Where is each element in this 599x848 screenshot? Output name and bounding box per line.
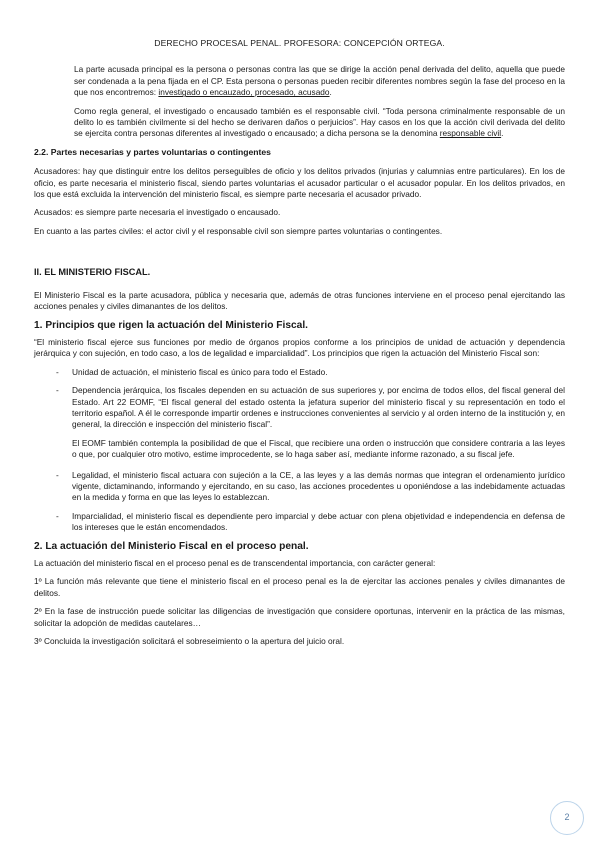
paragraph-funcion-3: 3º Concluida la investigación solicitará el sobreseimiento o la apertura del juicio oral.: [34, 636, 345, 647]
section-heading-principios: 1. Principios que rigen la actuación del Ministerio Fiscal.: [34, 319, 309, 331]
list-item: [34, 511, 565, 534]
list-item: [34, 470, 565, 504]
intro-paragraph-civil: [74, 106, 565, 140]
principles-list: [34, 367, 565, 431]
intro-text-end: .: [329, 87, 332, 98]
running-header: DERECHO PROCESAL PENAL. PROFESORA: CONCEPCIÓN ORTEGA.: [154, 38, 445, 48]
principles-list-continued: [34, 470, 565, 534]
dash-bullet: -: [56, 469, 59, 480]
paragraph-eomf: El EOMF también contempla la posibilidad de que el Fiscal, que recibiere una orden o instrucción que considere contraria a las leyes o que, por cualquier otro motivo, estime improcedente, se lo haga saber así, mediante informe razonado, a su fiscal jefe.: [72, 437, 565, 460]
section-heading-actuacion: 2. La actuación del Ministerio Fiscal en el proceso penal.: [34, 540, 309, 552]
paragraph-partes-civiles: En cuanto a las partes civiles: el actor civil y el responsable civil son siempre partes voluntarias o contingentes.: [34, 225, 443, 236]
list-item-text: Dependencia jerárquica, los fiscales dependen en su actuación de sus superiores y, por encima de todos ellos, del fiscal general del Estado. Art 22 EOMF, “El fiscal general del estado ostenta la jefatura superior del ministerio fiscal y su representación en todo el territorio español. A él le corresponde impartir ordenes e instrucciones convenientes al servicio y al orden interno de la institución y, en general, la dirección e inspección del ministerio fiscal”.: [72, 385, 565, 430]
intro-text-end: .: [501, 128, 504, 139]
section-heading-ministerio-fiscal: II. EL MINISTERIO FISCAL.: [34, 267, 151, 278]
paragraph-funcion-1: 1º La función más relevante que tiene el ministerio fiscal en el proceso penal es la de ejercitar las acciones penales y civiles dimanantes de delitos.: [34, 576, 565, 598]
intro-text: Como regla general, el investigado o encausado también es el responsable civil. “Toda persona criminalmente responsable de un delito lo es también civilmente si del hecho se derivaren daños o perjuicios”. Hay casos en los que la acción civil derivada del delito se ejercita contra personas diferentes al investigado o encausado; a dicha persona se la denomina: [74, 105, 565, 139]
dash-bullet: -: [56, 366, 59, 377]
paragraph-principios: “El ministerio fiscal ejerce sus funciones por medio de órganos propios conforme a los principios de unidad de actuación y dependencia jerárquica y con sujeción, en todo caso, a los de legalidad e imparcialidad”. Los principios que rigen la actuación del Ministerio Fiscal son:: [34, 336, 565, 359]
paragraph-funcion-2: 2º En la fase de instrucción puede solicitar las diligencias de investigación que considere oportunas, intervenir en la práctica de las mismas, solicitar la adopción de medidas cautelares…: [34, 606, 565, 628]
underlined-terms: investigado o encauzado, procesado, acusado: [158, 87, 330, 98]
section-heading-2-2: 2.2. Partes necesarias y partes voluntarias o contingentes: [34, 146, 271, 157]
intro-text: La parte acusada principal es la persona o personas contra las que se dirige la acción penal derivada del delito, aquella que puede ser condenada a la pena fijada en el CP. Esta persona o personas pueden recibir diferentes nombres según la fase del proceso en la que nos encontremos:: [74, 64, 565, 98]
list-item: [34, 367, 565, 378]
intro-paragraph-accused: [74, 64, 565, 98]
dash-bullet: -: [56, 510, 59, 521]
paragraph-acusados: Acusados: es siempre parte necesaria el investigado o encausado.: [34, 207, 281, 218]
list-item-text: Legalidad, el ministerio fiscal actuara con sujeción a la CE, a las leyes y a las demás normas que integran el ordenamiento jurídico vigente, dictaminando, informando y ejercitando, en su caso, las acciones procedentes u oponiéndose a las indebidamente actuadas en la medida y forma en que las leyes lo establezcan.: [72, 469, 565, 503]
paragraph-ministerio-fiscal: El Ministerio Fiscal es la parte acusadora, pública y necesaria que, además de otras funciones interviene en el proceso penal ejercitando las acciones penales y civiles dimanantes de los delitos.: [34, 289, 565, 312]
dash-bullet: -: [56, 385, 59, 396]
underlined-term: responsable civil: [439, 128, 502, 139]
list-item-text: Imparcialidad, el ministerio fiscal es dependiente pero imparcial y debe actuar con plena objetividad e independencia en defensa de los intereses que le están encomendados.: [72, 510, 565, 533]
paragraph-actuacion-intro: La actuación del ministerio fiscal en el proceso penal es de transcendental importancia, con carácter general:: [34, 558, 436, 568]
list-item-text: Unidad de actuación, el ministerio fiscal es único para todo el Estado.: [72, 366, 328, 377]
paragraph-acusadores: Acusadores: hay que distinguir entre los delitos perseguibles de oficio y los delitos privados (injurias y calumnias entre particulares). En los de oficio, es parte necesaria el ministerio fiscal, siendo partes voluntarias el acusador particular o el acusador popular. En los delitos privados, en los que está excluida la intervención del ministerio fiscal, es siempre parte necesaria el acusador privado.: [34, 166, 565, 200]
page-number-badge: 2: [550, 801, 584, 835]
list-item: [34, 385, 565, 431]
